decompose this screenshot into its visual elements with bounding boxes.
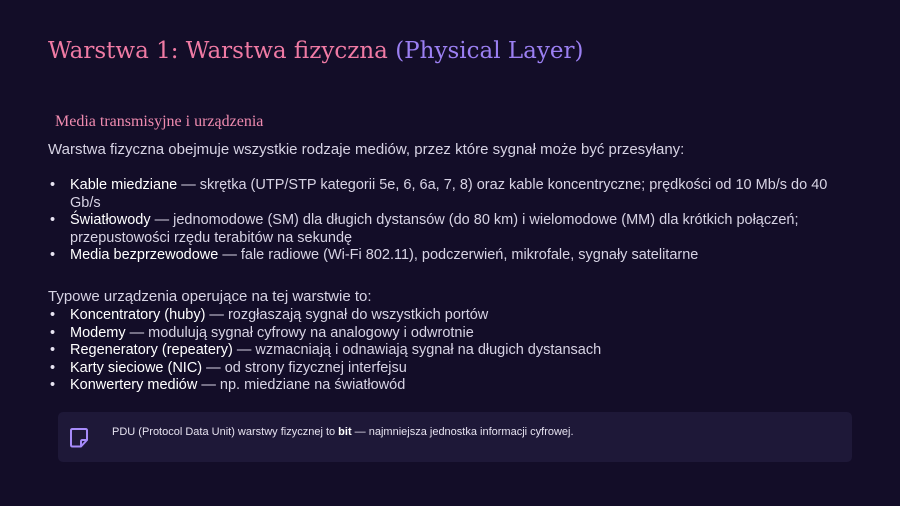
device-desc: — modulują sygnał cyfrowy na analogowy i odwrotnie (125, 324, 474, 341)
device-term: Karty sieciowe (NIC) (70, 359, 203, 376)
device-desc: — od strony fizycznej interfejsu (202, 359, 407, 376)
device-item-repeaters (48, 342, 848, 360)
media-term: Kable miedziane (70, 177, 178, 193)
bullet: • (50, 177, 56, 193)
device-term: Modemy (70, 324, 126, 341)
bullet: • (50, 359, 56, 376)
media-desc: — jednomodowe (SM) dla długich dystansów (do 80 km) i wielomodowe (MM) dla krótkich połączeń; przepustowości rzędu terabitów na sekundę (70, 212, 799, 246)
media-desc: — fale radiowe (Wi-Fi 802.11), podczerwień, mikrofale, sygnały satelitarne (218, 247, 699, 263)
media-list (48, 177, 848, 265)
device-desc: — wzmacniają i odnawiają sygnał na długich dystansach (232, 342, 602, 358)
note-suffix: — najmniejsza jednostka informacji cyfrowej. (351, 426, 574, 438)
note-text (112, 425, 574, 439)
media-term: Media bezprzewodowe (70, 247, 219, 263)
device-term: Konwertery mediów (70, 377, 198, 393)
device-item-converters (48, 377, 848, 395)
note-highlight: bit (338, 426, 352, 438)
media-term: Światłowody (70, 212, 151, 228)
bullet: • (50, 342, 56, 358)
media-item-wireless (48, 247, 848, 265)
media-item-copper (48, 177, 848, 212)
devices-intro-text: Typowe urządzenia operujące na tej warstwie to: (48, 288, 372, 305)
device-list (48, 307, 848, 395)
title-main: Warstwa 1: Warstwa fizyczna (48, 38, 388, 64)
note-icon (68, 427, 90, 449)
device-term: Regeneratory (repeatery) (70, 342, 233, 358)
page-title (48, 34, 583, 68)
device-item-hubs (48, 307, 848, 325)
note-prefix: PDU (Protocol Data Unit) warstwy fizycznej to (112, 426, 339, 438)
device-desc: — rozgłaszają sygnał do wszystkich portów (205, 307, 489, 323)
device-item-nic (48, 360, 848, 378)
title-subtitle: (Physical Layer) (395, 38, 584, 64)
bullet: • (50, 247, 56, 263)
intro-text: Warstwa fizyczna obejmuje wszystkie rodzaje mediów, przez które sygnał może być przesyłany: (48, 141, 685, 158)
device-term: Koncentratory (huby) (70, 307, 206, 323)
bullet: • (50, 307, 56, 323)
media-item-fiber (48, 212, 848, 247)
bullet: • (50, 377, 56, 393)
bullet: • (50, 324, 56, 341)
device-desc: — np. miedziane na światłowód (197, 377, 406, 393)
bullet: • (50, 212, 56, 228)
note-callout (58, 412, 852, 462)
media-desc: — skrętka (UTP/STP kategorii 5e, 6, 6a, 7, 8) oraz kable koncentryczne; prędkości od 10 Mb/s do 40 Gb/s (70, 177, 828, 211)
device-item-modems (48, 325, 848, 343)
section-title: Media transmisyjne i urządzenia (55, 113, 264, 130)
